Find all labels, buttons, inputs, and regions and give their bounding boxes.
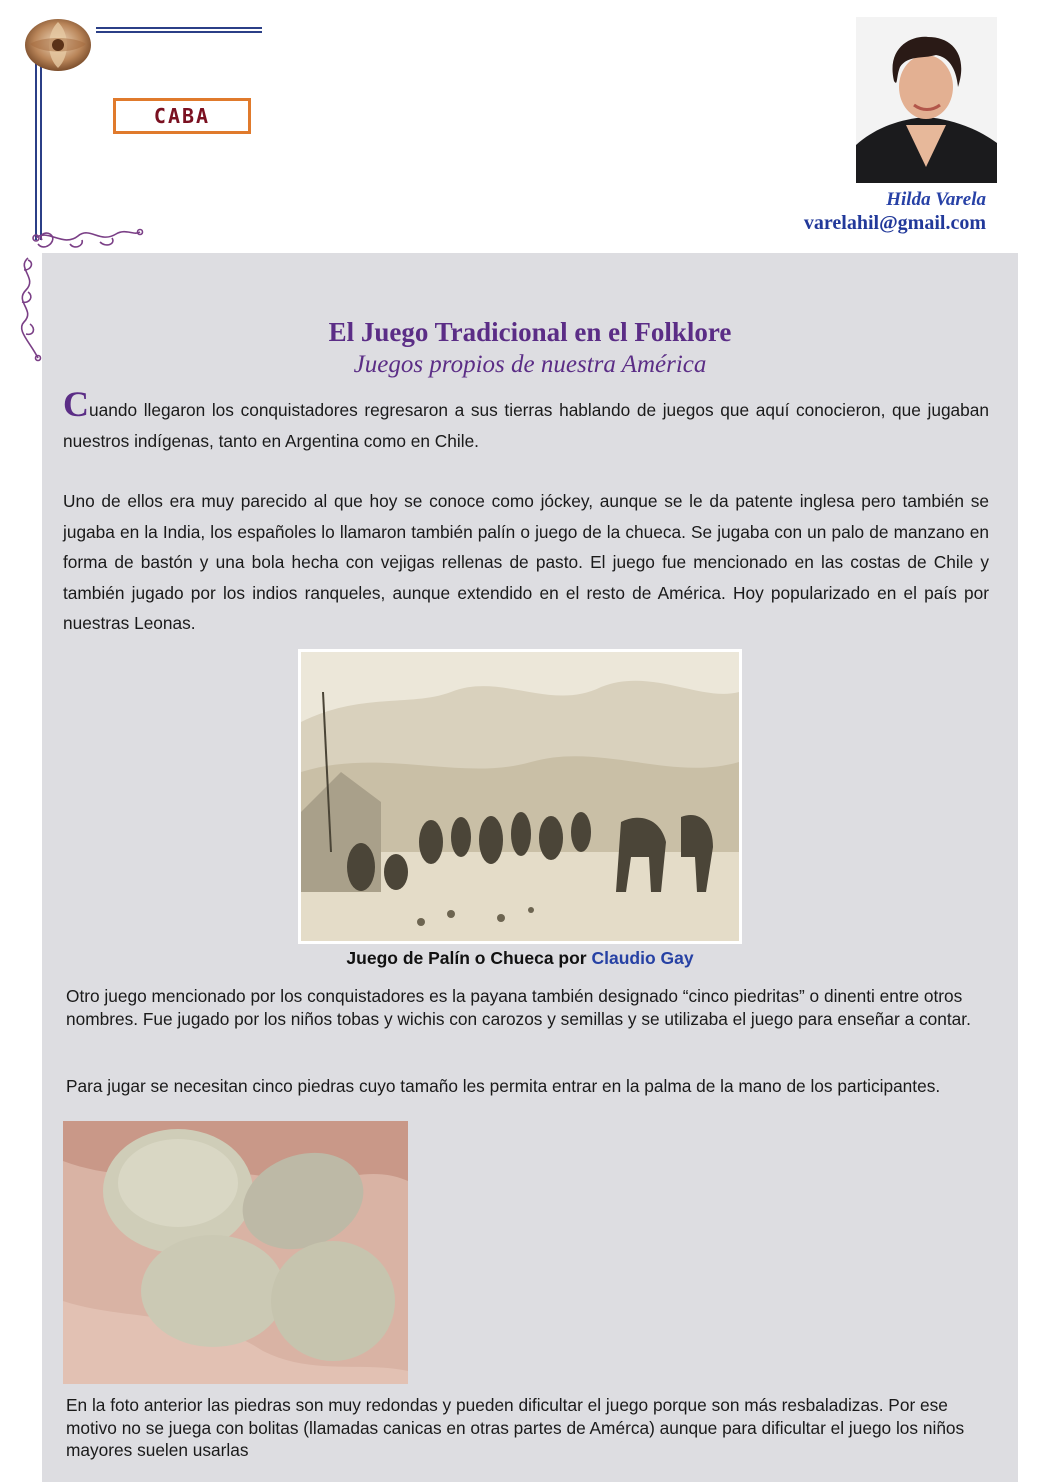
paragraph-5: En la foto anterior las piedras son muy redondas y pueden dificultar el juego porque son más resbaladizas. Por ese motivo no se juega con bolitas (llamadas canicas en otras partes de Amérca) aunque para dificultar el juego los niños mayores suelen usarlas bbox=[66, 1395, 965, 1460]
palin-engraving-image bbox=[298, 649, 742, 944]
paragraph-2: Uno de ellos era muy parecido al que hoy se conoce como jóckey, aunque se le da patente inglesa pero también se jugaba en la India, los españoles lo llamaron también palín o juego de la chueca. Se jugaba con un palo de manzano en forma de bastón y una bola hecha con vejigas rellenas de pasto. El juego fue mencionado en las costas de Chile y también jugado por los indios ranqueles, aunque extendido en el resto de América. Hoy popularizado en el país por nuestras Leonas. bbox=[63, 491, 989, 633]
author-email: varelahil@gmail.com bbox=[803, 212, 986, 234]
author-name: Hilda Varela bbox=[886, 189, 986, 210]
figure-caption-text: Juego de Palín o Chueca por bbox=[346, 948, 592, 968]
figure-caption bbox=[298, 948, 742, 969]
paragraph-3: Otro juego mencionado por los conquistadores es la payana también designado “cinco piedritas” o dinenti entre otros nombres. Fue jugado por los niños tobas y wichis con carozos y semillas y se utilizaba el juego para enseñar a contar. bbox=[66, 986, 971, 1029]
claudio-gay-link[interactable]: Claudio Gay bbox=[591, 948, 694, 968]
article-subtitle: Juegos propios de nuestra América bbox=[353, 351, 707, 378]
intro-paragraph bbox=[63, 384, 989, 456]
section-tag: CABA bbox=[113, 98, 251, 134]
article-title: El Juego Tradicional en el Folklore bbox=[328, 317, 732, 347]
author-portrait-image bbox=[856, 17, 997, 183]
palin-engraving-illustration bbox=[301, 652, 739, 941]
frame-top-line-2 bbox=[96, 31, 262, 33]
shell-ornament-icon bbox=[22, 14, 94, 74]
stones-photo bbox=[63, 1121, 408, 1384]
frame-left-line-2 bbox=[40, 62, 42, 240]
stones-in-hand-image bbox=[63, 1121, 408, 1384]
drop-cap: C bbox=[63, 384, 89, 424]
frame-top-line-1 bbox=[96, 27, 262, 29]
intro-text: uando llegaron los conquistadores regresaron a sus tierras hablando de juegos que aquí conocieron, que jugaban nuestros indígenas, tanto en Argentina como en Chile. bbox=[63, 400, 989, 451]
frame-left-line-1 bbox=[35, 62, 37, 240]
paragraph-4: Para jugar se necesitan cinco piedras cuyo tamaño les permita entrar en la palma de la mano de los participantes. bbox=[66, 1076, 941, 1096]
author-photo bbox=[856, 17, 997, 183]
